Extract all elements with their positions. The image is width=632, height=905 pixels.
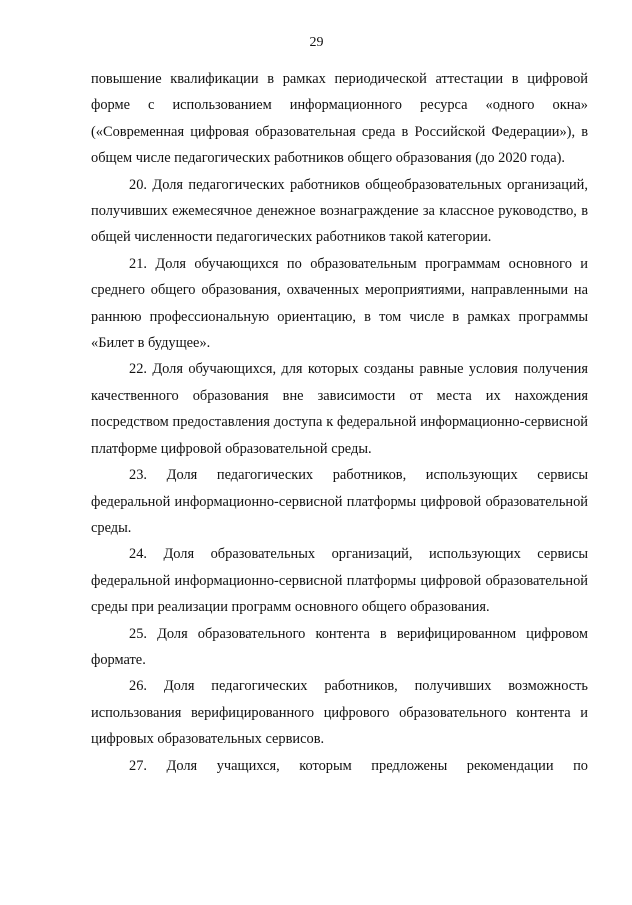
paragraph-item-26: 26. Доля педагогических работников, получивших возможность использования верифицированного цифрового образовательного контента и цифровых образовательных сервисов. bbox=[91, 678, 588, 748]
document-body bbox=[91, 66, 588, 779]
paragraph-item-25: 25. Доля образовательного контента в верифицированном цифровом формате. bbox=[91, 625, 588, 668]
paragraph-item-21: 21. Доля обучающихся по образовательным программам основного и среднего общего образования, охваченных мероприятиями, направленными на раннюю профессиональную ориентацию, в том числе в рамках программы «Билет в будущее». bbox=[91, 255, 588, 352]
paragraph-item-23: 23. Доля педагогических работников, использующих сервисы федеральной информационно-сервисной платформы цифровой образовательной среды. bbox=[91, 467, 588, 536]
paragraph-continuation: повышение квалификации в рамках периодической аттестации в цифровой форме с использованием информационного ресурса «одного окна» («Современная цифровая образовательная среда в Российской Федерации»), в общем числе педагогических работников общего образования (до 2020 года). bbox=[91, 71, 588, 167]
paragraph-item-24: 24. Доля образовательных организаций, использующих сервисы федеральной информационно-сервисной платформы цифровой образовательной среды при реализации программ основного общего образования. bbox=[91, 546, 588, 616]
paragraph-item-20: 20. Доля педагогических работников общеобразовательных организаций, получивших ежемесячное денежное вознаграждение за классное руководство, в общей численности педагогических работников такой категории. bbox=[91, 176, 588, 246]
paragraph-item-27: 27. Доля учащихся, которым предложены рекомендации по bbox=[129, 757, 588, 774]
page-number: 29 bbox=[309, 35, 324, 50]
paragraph-item-22: 22. Доля обучающихся, для которых созданы равные условия получения качественного образования вне зависимости от места их нахождения посредством предоставления доступа к федеральной информационно-сервисной платформе цифровой образовательной среды. bbox=[91, 361, 588, 457]
